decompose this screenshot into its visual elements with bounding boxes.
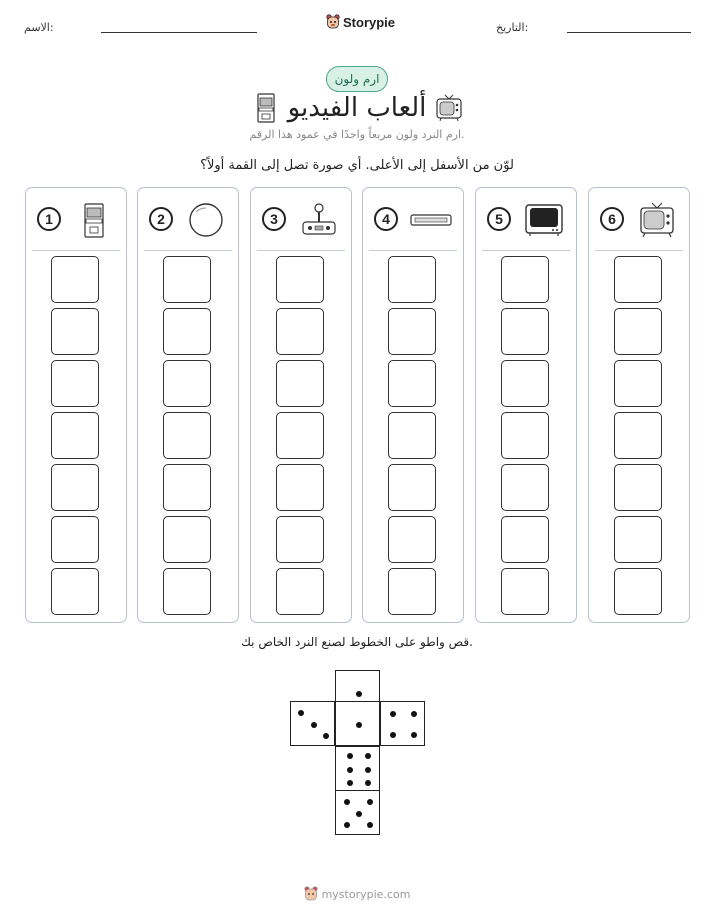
color-square[interactable] (276, 360, 324, 407)
dice-pip (344, 799, 350, 805)
column-1 (25, 187, 127, 623)
color-square[interactable] (276, 516, 324, 563)
column-5 (475, 187, 577, 623)
dice-pip (356, 722, 362, 728)
color-square[interactable] (388, 256, 436, 303)
column-divider (482, 250, 570, 251)
color-square[interactable] (276, 464, 324, 511)
dice-pip (356, 811, 362, 817)
subtitle: ارم النرد ولون مربعاً واحدًا في عمود هذا الرقم. (249, 128, 465, 141)
color-square[interactable] (501, 308, 549, 355)
dice-instruction: قص واطو على الخطوط لصنع النرد الخاص بك. (241, 635, 473, 649)
column-divider (257, 250, 345, 251)
dice-pip (365, 753, 371, 759)
color-square[interactable] (614, 516, 662, 563)
footer (0, 886, 714, 902)
column-6 (588, 187, 690, 623)
column-header (589, 188, 689, 250)
column-divider (369, 250, 457, 251)
retro-tv-icon (436, 94, 462, 122)
color-square[interactable] (163, 516, 211, 563)
column-header (26, 188, 126, 250)
color-square[interactable] (276, 412, 324, 459)
dice-pip (347, 780, 353, 786)
color-square[interactable] (614, 464, 662, 511)
color-square[interactable] (501, 516, 549, 563)
dice-pip (390, 711, 396, 717)
dice-face (335, 746, 380, 791)
column-divider (595, 250, 683, 251)
column-divider (32, 250, 120, 251)
column-header (363, 188, 463, 250)
color-square[interactable] (501, 464, 549, 511)
dice-pip (365, 767, 371, 773)
dice-face (335, 790, 380, 835)
dice-pip (411, 732, 417, 738)
page-title: ألعاب الفيديو (287, 93, 427, 123)
color-square[interactable] (501, 412, 549, 459)
dice-pip (365, 780, 371, 786)
column-number: 3 (262, 207, 286, 231)
mascot-icon (326, 14, 340, 30)
color-square[interactable] (388, 308, 436, 355)
column-number: 6 (600, 207, 624, 231)
color-square[interactable] (51, 256, 99, 303)
color-square[interactable] (388, 516, 436, 563)
color-square[interactable] (614, 360, 662, 407)
dice-pip (347, 753, 353, 759)
date-line[interactable] (567, 32, 691, 33)
color-square[interactable] (51, 464, 99, 511)
dice-pip (344, 822, 350, 828)
color-square[interactable] (163, 360, 211, 407)
storypie-logo (326, 14, 395, 30)
dice-pip (311, 722, 317, 728)
ball-icon (182, 202, 230, 238)
joystick-icon (295, 202, 343, 238)
color-square[interactable] (388, 568, 436, 615)
color-square[interactable] (614, 308, 662, 355)
color-square[interactable] (51, 308, 99, 355)
color-square[interactable] (51, 360, 99, 407)
color-square[interactable] (501, 568, 549, 615)
color-square[interactable] (163, 568, 211, 615)
dice-pip (347, 767, 353, 773)
column-number: 1 (37, 207, 61, 231)
color-square[interactable] (501, 360, 549, 407)
footer-url[interactable]: mystorypie.com (321, 887, 411, 901)
color-square[interactable] (614, 256, 662, 303)
color-square[interactable] (163, 464, 211, 511)
dice-pip (356, 691, 362, 697)
color-square[interactable] (51, 568, 99, 615)
activity-badge: ارم ولون (326, 66, 388, 92)
column-4 (362, 187, 464, 623)
color-square[interactable] (614, 412, 662, 459)
dice-pip (411, 711, 417, 717)
date-label: التاريخ: (496, 21, 529, 34)
name-line[interactable] (101, 32, 257, 33)
column-number: 4 (374, 207, 398, 231)
dice-pip (323, 733, 329, 739)
color-square[interactable] (276, 568, 324, 615)
column-number: 5 (487, 207, 511, 231)
column-divider (144, 250, 232, 251)
color-square[interactable] (501, 256, 549, 303)
color-square[interactable] (51, 412, 99, 459)
column-header (138, 188, 238, 250)
color-square[interactable] (388, 464, 436, 511)
dice-pip (298, 710, 304, 716)
dice-pip (367, 822, 373, 828)
dice-pip (367, 799, 373, 805)
instruction-text: لوّن من الأسفل إلى الأعلى. أي صورة تصل إلى القمة أولاً؟ (200, 158, 514, 173)
mascot-icon (304, 886, 318, 902)
name-label: الاسم: (24, 21, 54, 34)
color-square[interactable] (388, 360, 436, 407)
color-square[interactable] (276, 256, 324, 303)
color-square[interactable] (163, 412, 211, 459)
arcade-cabinet-icon (70, 202, 118, 238)
color-square[interactable] (163, 308, 211, 355)
color-square[interactable] (163, 256, 211, 303)
column-2 (137, 187, 239, 623)
dice-pip (390, 732, 396, 738)
brand-name: Storypie (343, 14, 396, 30)
dice-face (290, 701, 335, 746)
color-square[interactable] (276, 308, 324, 355)
column-number: 2 (149, 207, 173, 231)
dice-face (380, 701, 425, 746)
column-header (476, 188, 576, 250)
game-cartridge-icon (407, 202, 455, 238)
column-3 (250, 187, 352, 623)
color-square[interactable] (388, 412, 436, 459)
column-header (251, 188, 351, 250)
crt-monitor-icon (520, 202, 568, 238)
dice-face (335, 701, 380, 746)
color-square[interactable] (51, 516, 99, 563)
retro-tv-icon (633, 202, 681, 238)
color-square[interactable] (614, 568, 662, 615)
